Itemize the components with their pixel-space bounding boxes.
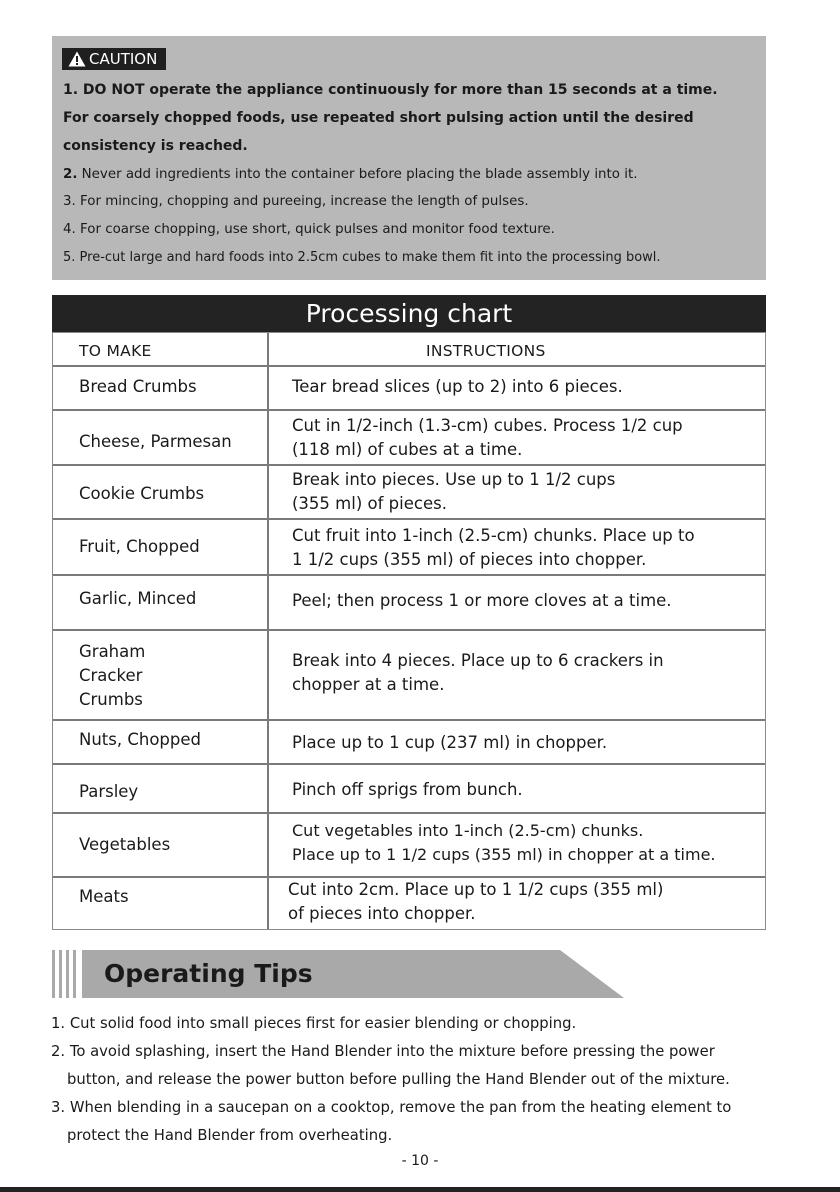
row-divider — [53, 812, 765, 814]
caution-item-number: 4. — [63, 222, 76, 237]
caution-item-text: Pre-cut large and hard foods into 2.5cm cubes to make them fit into the processing bowl. — [75, 250, 661, 265]
caution-item-text: For coarse chopping, use short, quick pulses and monitor food texture. — [75, 222, 555, 237]
caution-box — [52, 36, 766, 280]
table-row-make: Parsley — [79, 782, 139, 801]
column-header-instructions: INSTRUCTIONS — [426, 342, 546, 360]
caution-item-text: For mincing, chopping and pureeing, increase the length of pulses. — [75, 194, 529, 209]
tip-line-1: 1. Cut solid food into small pieces first for easier blending or chopping. — [51, 1015, 577, 1032]
row-divider — [53, 719, 765, 721]
column-header-to-make: TO MAKE — [79, 342, 152, 360]
caution-label: CAUTION — [89, 50, 158, 68]
caution-item-2 — [63, 167, 637, 182]
operating-tips-title: Operating Tips — [104, 959, 313, 988]
table-row-make: Cheese, Parmesan — [79, 432, 232, 451]
row-divider — [53, 518, 765, 520]
table-row-instructions: Tear bread slices (up to 2) into 6 pieces. — [292, 377, 623, 396]
table-row-make: Vegetables — [79, 835, 171, 854]
row-divider — [53, 763, 765, 765]
processing-chart-title: Processing chart — [52, 295, 766, 332]
caution-item-4 — [63, 222, 555, 237]
caution-item-text: Never add ingredients into the container before placing the blade assembly into it. — [77, 167, 638, 182]
table-row-instructions: Cut into 2cm. Place up to 1 1/2 cups (355 ml) of pieces into chopper. — [288, 880, 664, 923]
row-divider — [53, 629, 765, 631]
tip-line-3-cont: protect the Hand Blender from overheating. — [67, 1127, 393, 1144]
column-divider — [267, 333, 269, 929]
row-divider — [53, 574, 765, 576]
tip-line-2-cont: button, and release the power button before pulling the Hand Blender out of the mixture. — [67, 1071, 730, 1088]
table-row-instructions: Break into 4 pieces. Place up to 6 crackers in chopper at a time. — [292, 651, 664, 694]
caution-item-number: 3. — [63, 194, 76, 209]
caution-item-number: 5. — [63, 250, 76, 265]
tip-line-3: 3. When blending in a saucepan on a cooktop, remove the pan from the heating element to — [51, 1099, 732, 1116]
caution-badge — [62, 48, 166, 70]
row-divider — [53, 464, 765, 466]
warning-triangle-icon — [68, 51, 86, 67]
caution-line-1: 1. DO NOT operate the appliance continuously for more than 15 seconds at a time. — [63, 82, 718, 98]
table-row-make: Cookie Crumbs — [79, 484, 205, 503]
caution-line-2: For coarsely chopped foods, use repeated short pulsing action until the desired — [63, 110, 694, 126]
table-row-make: Fruit, Chopped — [79, 537, 200, 556]
caution-line-3: consistency is reached. — [63, 138, 248, 154]
table-row-make: Garlic, Minced — [79, 589, 197, 608]
caution-item-5 — [63, 250, 661, 265]
table-row-instructions: Cut vegetables into 1-inch (2.5-cm) chunks. Place up to 1 1/2 cups (355 ml) in chopper at a time. — [292, 821, 716, 864]
table-row-make: Graham Cracker Crumbs — [79, 642, 146, 709]
processing-chart-table — [52, 332, 766, 930]
table-row-instructions: Cut in 1/2-inch (1.3-cm) cubes. Process 1/2 cup (118 ml) of cubes at a time. — [292, 416, 683, 459]
page-number: - 10 - — [401, 1153, 439, 1169]
table-row-make: Meats — [79, 887, 129, 906]
tip-line-2: 2. To avoid splashing, insert the Hand Blender into the mixture before pressing the power — [51, 1043, 715, 1060]
row-divider — [53, 365, 765, 367]
table-row-instructions: Peel; then process 1 or more cloves at a time. — [292, 591, 672, 610]
caution-item-3 — [63, 194, 529, 209]
table-row-instructions: Pinch off sprigs from bunch. — [292, 780, 523, 799]
bottom-rule — [0, 1187, 840, 1192]
table-row-make: Nuts, Chopped — [79, 730, 202, 749]
table-row-instructions: Place up to 1 cup (237 ml) in chopper. — [292, 733, 608, 752]
table-row-make: Bread Crumbs — [79, 377, 197, 396]
row-divider — [53, 409, 765, 411]
caution-item-number: 2. — [63, 167, 78, 182]
table-row-instructions: Cut fruit into 1-inch (2.5-cm) chunks. Place up to 1 1/2 cups (355 ml) of pieces into chopper. — [292, 526, 695, 569]
table-row-instructions: Break into pieces. Use up to 1 1/2 cups (355 ml) of pieces. — [292, 470, 616, 513]
